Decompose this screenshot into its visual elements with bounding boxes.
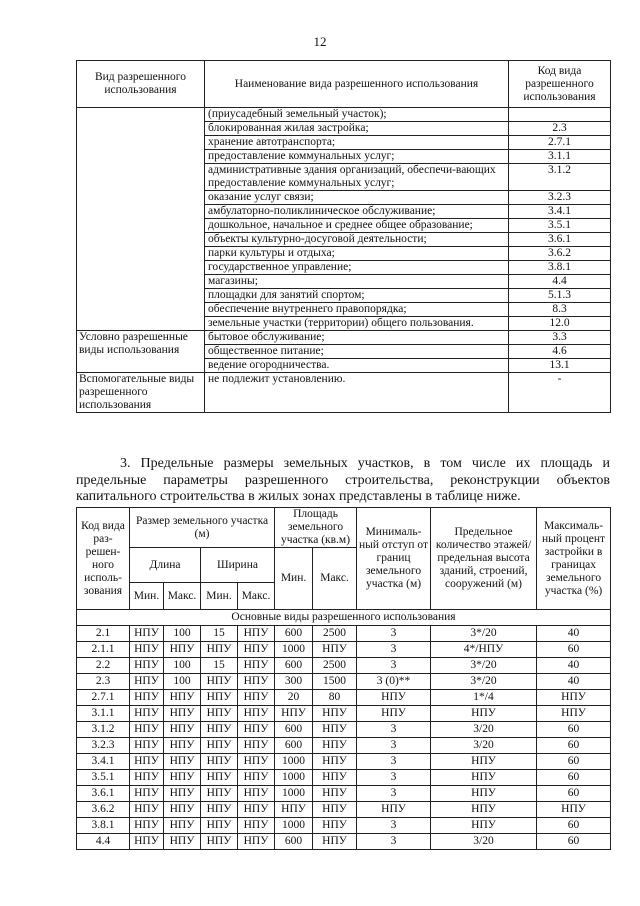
header-area-min: Мин. [275,548,313,610]
cell-length-min: НПУ [130,658,164,674]
cell-floors: 3*/20 [431,658,537,674]
use-category: Вспомогательные виды разрешенного использования [77,373,205,413]
use-name: парки культуры и отдыха; [205,247,509,261]
header-use-name: Наименование вида разрешенного использования [205,61,509,108]
cell-code: 3.1.2 [77,722,130,738]
cell-code: 3.4.1 [77,754,130,770]
cell-width-min: НПУ [201,690,238,706]
use-code: 8.3 [509,303,611,317]
use-row [77,331,611,345]
cell-indent: 3 (0)** [357,674,431,690]
cell-percent: 60 [537,770,611,786]
use-name: амбулаторно-поликлиническое обслуживание; [205,205,509,219]
cell-percent: 60 [537,642,611,658]
cell-length-min: НПУ [130,690,164,706]
use-code: 3.3 [509,331,611,345]
cell-area-min: НПУ [275,706,313,722]
use-name: магазины; [205,275,509,289]
land-parameters-table [76,507,611,850]
use-name: общественное питание; [205,345,509,359]
params-row [77,722,611,738]
cell-length-max: НПУ [164,786,201,802]
cell-indent: 3 [357,834,431,850]
header-area: Площадь земельного участка (кв.м) [275,508,357,548]
cell-width-max: НПУ [238,738,275,754]
cell-percent: 40 [537,674,611,690]
use-category [77,108,205,331]
cell-indent: НПУ [357,802,431,818]
cell-code: 3.2.3 [77,738,130,754]
header-length-max: Макс. [164,583,201,610]
params-row [77,658,611,674]
cell-length-max: НПУ [164,722,201,738]
cell-floors: 1*/4 [431,690,537,706]
cell-width-max: НПУ [238,818,275,834]
header-width: Ширина [201,548,275,583]
cell-floors: 3*/20 [431,626,537,642]
use-name: обеспечение внутреннего правопорядка; [205,303,509,317]
cell-length-min: НПУ [130,626,164,642]
cell-indent: 3 [357,722,431,738]
cell-floors: НПУ [431,754,537,770]
cell-length-min: НПУ [130,738,164,754]
cell-area-min: 600 [275,834,313,850]
cell-width-max: НПУ [238,770,275,786]
use-code: 3.1.1 [509,150,611,164]
cell-width-max: НПУ [238,754,275,770]
cell-percent: 60 [537,834,611,850]
cell-length-min: НПУ [130,754,164,770]
cell-code: 2.1.1 [77,642,130,658]
use-code: 3.1.2 [509,164,611,191]
cell-length-min: НПУ [130,674,164,690]
permitted-use-header-row [77,61,611,108]
cell-percent: 60 [537,754,611,770]
use-name: бытовое обслуживание; [205,331,509,345]
cell-length-min: НПУ [130,834,164,850]
use-row [77,373,611,413]
land-parameters-body [77,610,611,850]
cell-length-max: НПУ [164,834,201,850]
cell-length-max: НПУ [164,690,201,706]
header-length: Длина [130,548,201,583]
cell-area-max: 2500 [313,626,357,642]
use-name: блокированная жилая застройка; [205,122,509,136]
cell-width-min: НПУ [201,818,238,834]
cell-width-min: НПУ [201,802,238,818]
cell-width-max: НПУ [238,626,275,642]
cell-width-max: НПУ [238,706,275,722]
cell-floors: 3/20 [431,722,537,738]
cell-code: 2.2 [77,658,130,674]
params-row [77,626,611,642]
cell-code: 3.6.1 [77,786,130,802]
cell-floors: НПУ [431,770,537,786]
header-length-min: Мин. [130,583,164,610]
cell-length-min: НПУ [130,642,164,658]
cell-width-min: 15 [201,658,238,674]
cell-length-min: НПУ [130,786,164,802]
cell-area-max: 1500 [313,674,357,690]
cell-length-min: НПУ [130,818,164,834]
params-row [77,770,611,786]
cell-area-min: 600 [275,658,313,674]
cell-percent: 60 [537,738,611,754]
cell-length-max: НПУ [164,770,201,786]
params-row [77,642,611,658]
use-code: 12.0 [509,317,611,331]
params-row [77,706,611,722]
cell-area-min: 1000 [275,754,313,770]
cell-width-min: НПУ [201,770,238,786]
cell-floors: 3*/20 [431,674,537,690]
use-code: 2.3 [509,122,611,136]
params-row [77,738,611,754]
cell-floors: 3/20 [431,738,537,754]
permitted-use-body [77,108,611,413]
use-code: 4.6 [509,345,611,359]
cell-width-min: НПУ [201,642,238,658]
section-paragraph: 3. Предельные размеры земельных участков, в том числе их площадь и предельные параметры разрешенного строительства, реконструкции объектов капитального строительства в жилых зонах представлены в таблице ниже. [76,456,610,504]
cell-indent: 3 [357,786,431,802]
cell-indent: 3 [357,642,431,658]
cell-floors: НПУ [431,818,537,834]
cell-indent: 3 [357,658,431,674]
cell-width-max: НПУ [238,658,275,674]
use-name: не подлежит установлению. [205,373,509,413]
use-code: 3.8.1 [509,261,611,275]
cell-area-min: 20 [275,690,313,706]
cell-length-max: НПУ [164,802,201,818]
params-row [77,786,611,802]
use-code: 3.2.3 [509,191,611,205]
cell-area-max: НПУ [313,706,357,722]
cell-length-max: 100 [164,626,201,642]
cell-percent: 60 [537,786,611,802]
cell-percent: НПУ [537,802,611,818]
cell-length-max: НПУ [164,642,201,658]
cell-width-min: НПУ [201,834,238,850]
use-name: объекты культурно-досуговой деятельности; [205,233,509,247]
cell-area-min: 1000 [275,770,313,786]
cell-indent: НПУ [357,706,431,722]
params-row [77,690,611,706]
cell-area-max: НПУ [313,642,357,658]
cell-area-max: НПУ [313,818,357,834]
cell-floors: НПУ [431,786,537,802]
cell-percent: 60 [537,818,611,834]
cell-area-min: 600 [275,738,313,754]
cell-floors: НПУ [431,706,537,722]
cell-area-min: 600 [275,626,313,642]
params-row [77,834,611,850]
cell-code: 3.5.1 [77,770,130,786]
header-width-min: Мин. [201,583,238,610]
cell-code: 2.7.1 [77,690,130,706]
params-row [77,802,611,818]
cell-code: 3.1.1 [77,706,130,722]
cell-area-max: НПУ [313,738,357,754]
header-code: Код вида раз-решен-ного исполь-зования [77,508,130,610]
cell-area-min: 1000 [275,642,313,658]
cell-indent: НПУ [357,690,431,706]
use-code: 3.4.1 [509,205,611,219]
cell-width-min: НПУ [201,674,238,690]
cell-code: 2.1 [77,626,130,642]
params-row [77,818,611,834]
cell-width-max: НПУ [238,786,275,802]
cell-percent: 40 [537,626,611,642]
cell-indent: 3 [357,770,431,786]
use-name: земельные участки (территории) общего пользования. [205,317,509,331]
use-name: предоставление коммунальных услуг; [205,150,509,164]
cell-length-min: НПУ [130,802,164,818]
use-code: - [509,373,611,413]
cell-length-min: НПУ [130,722,164,738]
page-number: 12 [313,34,327,49]
use-row [77,108,611,122]
use-code: 5.1.3 [509,289,611,303]
cell-area-max: НПУ [313,754,357,770]
use-name: административные здания организаций, обеспечи-вающих предоставление коммунальных услуг; [205,164,509,191]
use-code [509,108,611,122]
use-name: оказание услуг связи; [205,191,509,205]
cell-area-max: НПУ [313,802,357,818]
cell-indent: 3 [357,738,431,754]
use-name: дошкольное, начальное и среднее общее образование; [205,219,509,233]
cell-length-max: НПУ [164,754,201,770]
cell-area-max: НПУ [313,770,357,786]
cell-length-max: 100 [164,658,201,674]
params-row [77,754,611,770]
cell-width-min: 15 [201,626,238,642]
cell-width-min: НПУ [201,754,238,770]
cell-code: 2.3 [77,674,130,690]
cell-area-min: 1000 [275,818,313,834]
cell-percent: 40 [537,658,611,674]
use-name: ведение огородничества. [205,359,509,373]
use-name: площадки для занятий спортом; [205,289,509,303]
cell-area-min: НПУ [275,802,313,818]
cell-width-min: НПУ [201,722,238,738]
cell-area-max: НПУ [313,834,357,850]
section-row [77,610,611,626]
cell-area-max: НПУ [313,722,357,738]
permitted-use-table [76,60,611,413]
cell-width-max: НПУ [238,834,275,850]
cell-area-min: 600 [275,722,313,738]
use-name: государственное управление; [205,261,509,275]
header-floors: Предельное количество этажей/ предельная высота зданий, строений, сооружений (м) [431,508,537,610]
params-header-row-1 [77,508,611,548]
header-indent: Минималь-ный отступ от границ земельного участка (м) [357,508,431,610]
cell-code: 3.8.1 [77,818,130,834]
cell-percent: НПУ [537,690,611,706]
cell-width-min: НПУ [201,738,238,754]
cell-length-min: НПУ [130,770,164,786]
use-name: хранение автотранспорта; [205,136,509,150]
cell-floors: 3/20 [431,834,537,850]
cell-width-max: НПУ [238,802,275,818]
header-use-code: Код вида разрешенного использования [509,61,611,108]
cell-percent: НПУ [537,706,611,722]
header-percent: Максималь-ный процент застройки в границах земельного участка (%) [537,508,611,610]
cell-indent: 3 [357,626,431,642]
cell-length-max: НПУ [164,706,201,722]
cell-indent: 3 [357,754,431,770]
header-width-max: Макс. [238,583,275,610]
use-code: 13.1 [509,359,611,373]
use-code: 3.5.1 [509,219,611,233]
use-code: 4.4 [509,275,611,289]
header-area-max: Макс. [313,548,357,610]
cell-width-max: НПУ [238,674,275,690]
cell-width-max: НПУ [238,642,275,658]
cell-floors: НПУ [431,802,537,818]
cell-area-min: 300 [275,674,313,690]
use-code: 3.6.1 [509,233,611,247]
use-category: Условно разрешенные виды использования [77,331,205,373]
cell-code: 4.4 [77,834,130,850]
header-size: Размер земельного участка (м) [130,508,275,548]
section-title: Основные виды разрешенного использования [77,610,611,626]
use-code: 2.7.1 [509,136,611,150]
cell-length-max: НПУ [164,738,201,754]
cell-area-max: 80 [313,690,357,706]
cell-floors: 4*/НПУ [431,642,537,658]
cell-percent: 60 [537,722,611,738]
cell-area-max: НПУ [313,786,357,802]
cell-length-max: НПУ [164,818,201,834]
cell-code: 3.6.2 [77,802,130,818]
use-name: (приусадебный земельный участок); [205,108,509,122]
header-use-type: Вид разрешенного использования [77,61,205,108]
use-code: 3.6.2 [509,247,611,261]
cell-area-max: 2500 [313,658,357,674]
cell-width-min: НПУ [201,786,238,802]
cell-length-min: НПУ [130,706,164,722]
params-row [77,674,611,690]
cell-indent: 3 [357,818,431,834]
cell-width-max: НПУ [238,690,275,706]
cell-length-max: 100 [164,674,201,690]
cell-width-max: НПУ [238,722,275,738]
cell-area-min: 1000 [275,786,313,802]
cell-width-min: НПУ [201,706,238,722]
